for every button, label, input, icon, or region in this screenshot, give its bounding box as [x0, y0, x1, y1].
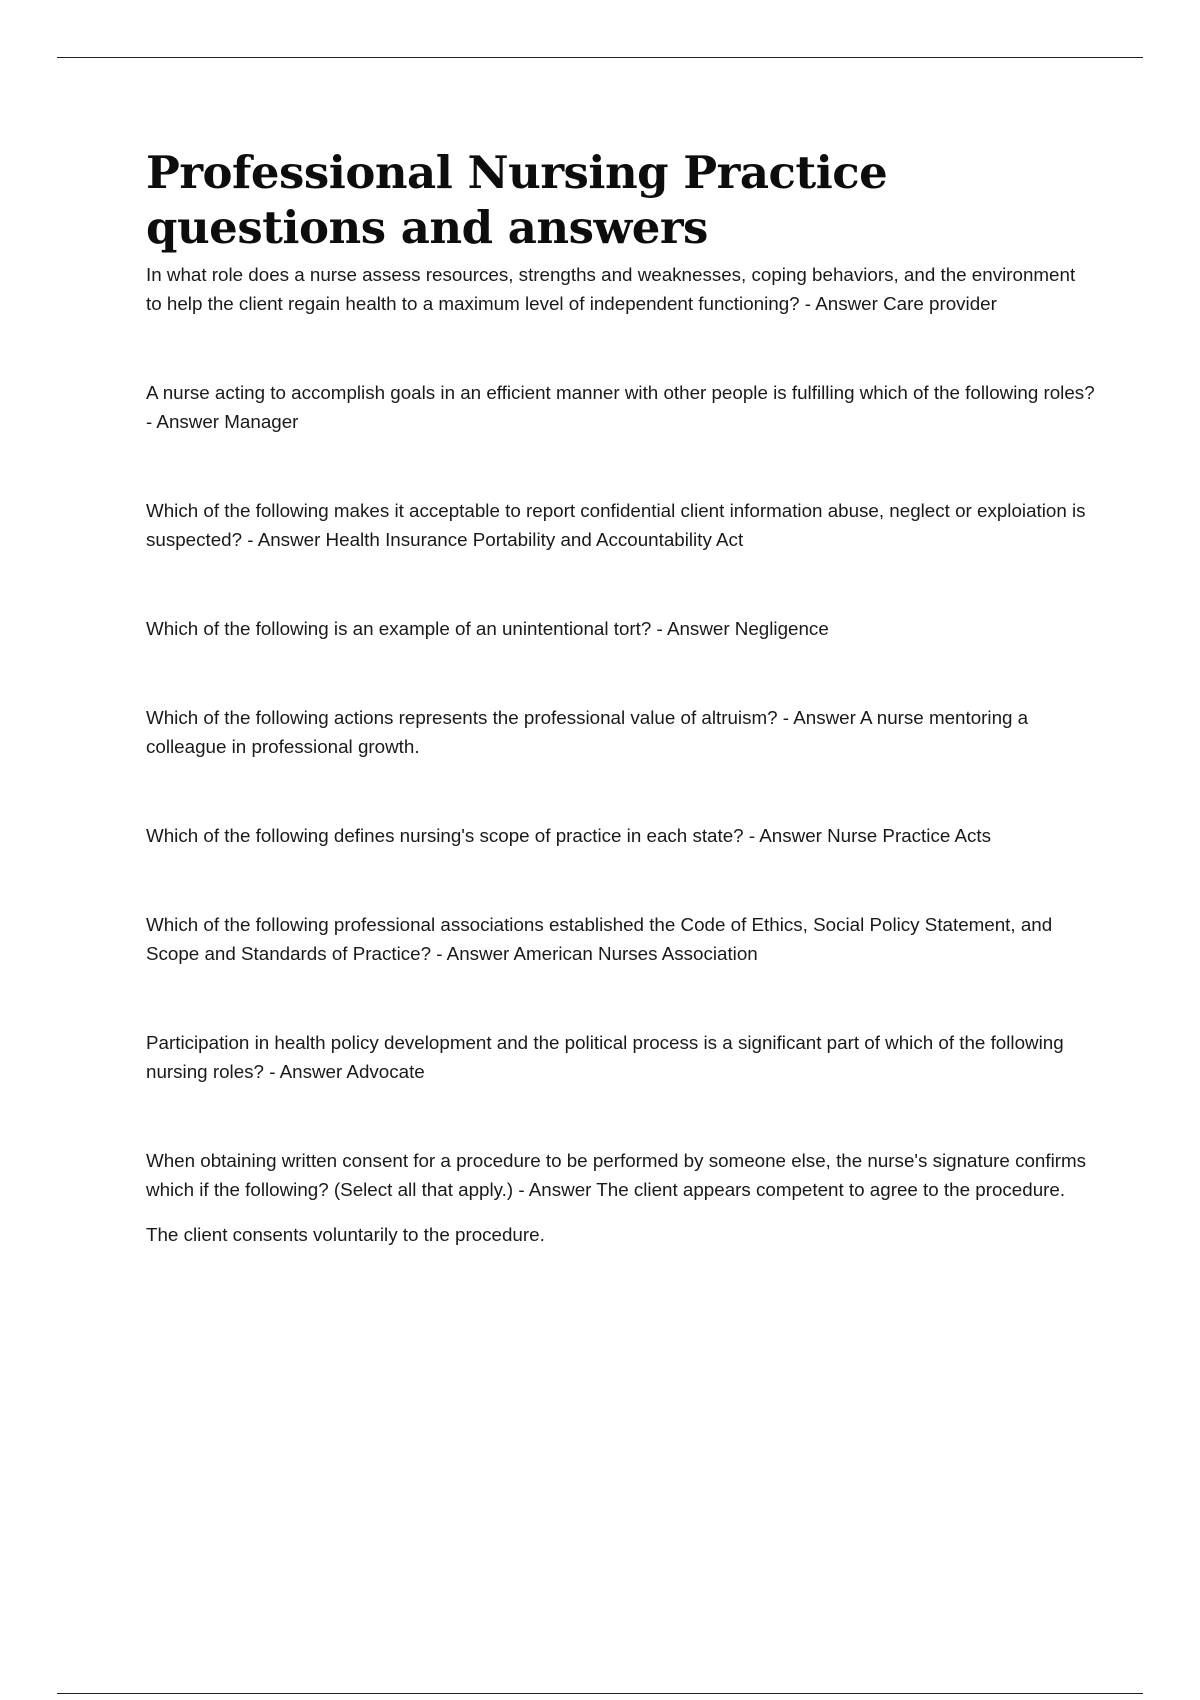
qa-item: Which of the following defines nursing's scope of practice in each state? - Answer Nurse Practice Acts	[146, 825, 991, 846]
qa-item: A nurse acting to accomplish goals in an efficient manner with other people is fulfilling which of the following roles? - Answer Manager	[146, 382, 1095, 432]
qa-item: In what role does a nurse assess resources, strengths and weaknesses, coping behaviors, and the environment to help the client regain health to a maximum level of independent functioning? - Answer Care provider	[146, 264, 1076, 314]
qa-item: Which of the following makes it acceptable to report confidential client information abuse, neglect or exploiation is suspected? - Answer Health Insurance Portability and Accountability Act	[146, 500, 1086, 550]
qa-item: Which of the following actions represents the professional value of altruism? - Answer A nurse mentoring a colleague in professional growth.	[146, 707, 1029, 757]
qa-item: Which of the following is an example of an unintentional tort? - Answer Negligence	[146, 618, 829, 639]
qa-item: When obtaining written consent for a procedure to be performed by someone else, the nurse's signature confirms which if the following? (Select all that apply.) - Answer The client appears competent to agree to the procedure.	[146, 1150, 1087, 1200]
qa-item: Participation in health policy development and the political process is a significant part of which of the following nursing roles? - Answer Advocate	[146, 1032, 1064, 1082]
header-rule	[57, 57, 1143, 58]
qa-item: Which of the following professional associations established the Code of Ethics, Social Policy Statement, and Scope and Standards of Practice? - Answer American Nurses Association	[146, 914, 1053, 964]
footer-rule	[57, 1693, 1143, 1694]
page-title: Professional Nursing Practice questions and answers	[146, 146, 888, 254]
document-body	[146, 145, 1096, 1249]
qa-item-continuation: The client consents voluntarily to the procedure.	[146, 1224, 545, 1245]
